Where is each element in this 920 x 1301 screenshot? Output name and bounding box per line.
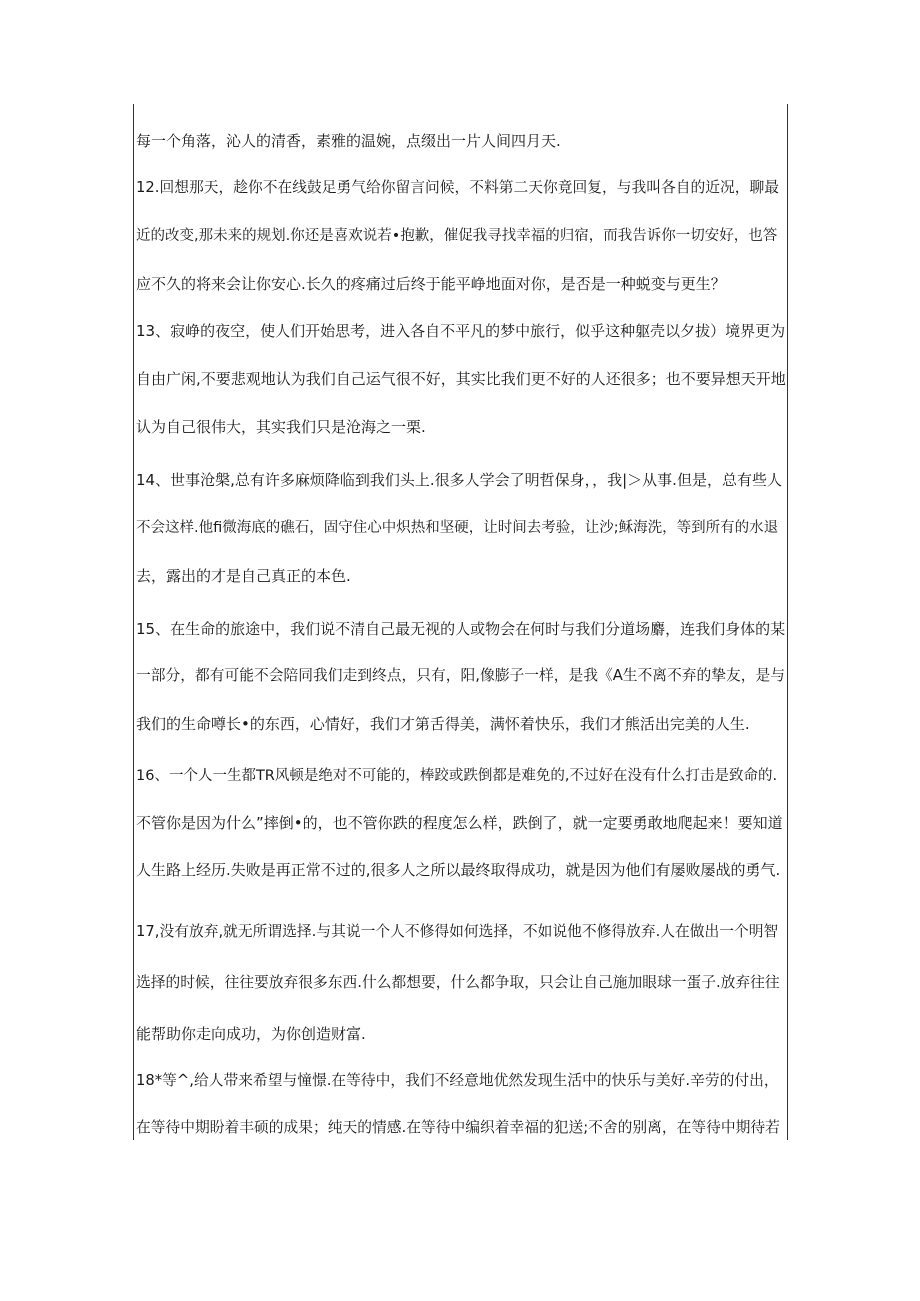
text-line: 人生路上经历.失败是再正常不过的,很多人之所以最终取得成功，就是因为他们有屡败屡战的勇气.: [136, 861, 781, 879]
text-line: 应不久的将来会让你安心.长久的疼痛过后终于能平峥地面对你，是否是一种蜕变与更生？: [136, 275, 726, 293]
text-line: 18*等^,给人带来希望与憧憬.在等待中，我们不经意地优然发现生活中的快乐与美好.辛劳的付出，: [136, 1072, 779, 1089]
text-line: 12.回想那天，趁你不在线鼓足勇气给你留言问候，不料第二天你竟回复，与我叫各自的近况，聊最: [136, 179, 779, 196]
text-line: 去，露出的才是自己真正的本色.: [136, 567, 351, 585]
text-line: 自由广闲,不要悲观地认为我们自己运气很不好，其实比我们更不好的人还很多；也不要异想天开地: [136, 370, 786, 388]
text-line: 一部分，都有可能不会陪同我们走到终点，只有，阳,像膨子一样，是我《A生不离不弃的挚友，是与: [136, 667, 786, 684]
text-line: 17,没有放弃,就无所谓选择.与其说一个人不修得如何选择，不如说他不修得放弃.人在做出一个明智: [136, 923, 779, 940]
text-line: 每一个角落，沁人的清香，素雅的温婉，点缀出一片人间四月天.: [136, 132, 561, 150]
text-line: 不会这样.他fi微海底的礁石，固守住心中炽热和坚硬，让时间去考验，让沙;稣海洗，等到所有的水退: [136, 520, 779, 536]
text-line: 认为自己很伟大，其实我们只是沧海之一栗.: [136, 418, 426, 436]
text-line: 13、寂峥的夜空，使人们开始思考，进入各自不平凡的梦中旅行，似乎这种躯壳以夕拔）境界更为: [136, 322, 786, 340]
text-line: 我们的生命噂长•的东西，心情好，我们才第舌得美，满怀着快乐，我们才熊活出完美的人生.: [136, 715, 750, 733]
text-line: 在等待中期盼着丰硕的成果；纯天的情感.在等待中编织着幸福的犯送;不舍的别离，在等待中期待若: [136, 1119, 780, 1136]
text-line: 近的改变,那未来的规划.你还是喜欢说若•抱歉，催促我寻找幸福的归宿，而我告诉你一切安好，也答: [136, 228, 778, 244]
text-line: 能帮助你走向成功，为你创造财富.: [136, 1025, 366, 1043]
text-line: 不管你是因为什么”摔倒•的，也不管你跌的程度怎么样，跌倒了，就一定要勇敢地爬起来！要知道: [136, 814, 783, 832]
text-line: 选择的时候，往往要放弃很多东西.什么都想要，什么都争取，只会让自己施加眼球一蛋子.放弃往往: [136, 974, 780, 991]
text-line: 14、世事沧槃,总有许多麻烦降临到我们头上.很多人学会了明哲保身，，我|＞从事.但是，总有些人: [136, 471, 782, 489]
text-line: 15、在生命的旅途中，我们说不清自己最无视的人或物会在何时与我们分道场麝，连我们身体的某: [136, 620, 786, 638]
text-line: 16、一个人一生都TR风顿是绝对不可能的，棒跤或跌倒都是难免的,不过好在没有什么打击是致命的.: [136, 768, 778, 784]
